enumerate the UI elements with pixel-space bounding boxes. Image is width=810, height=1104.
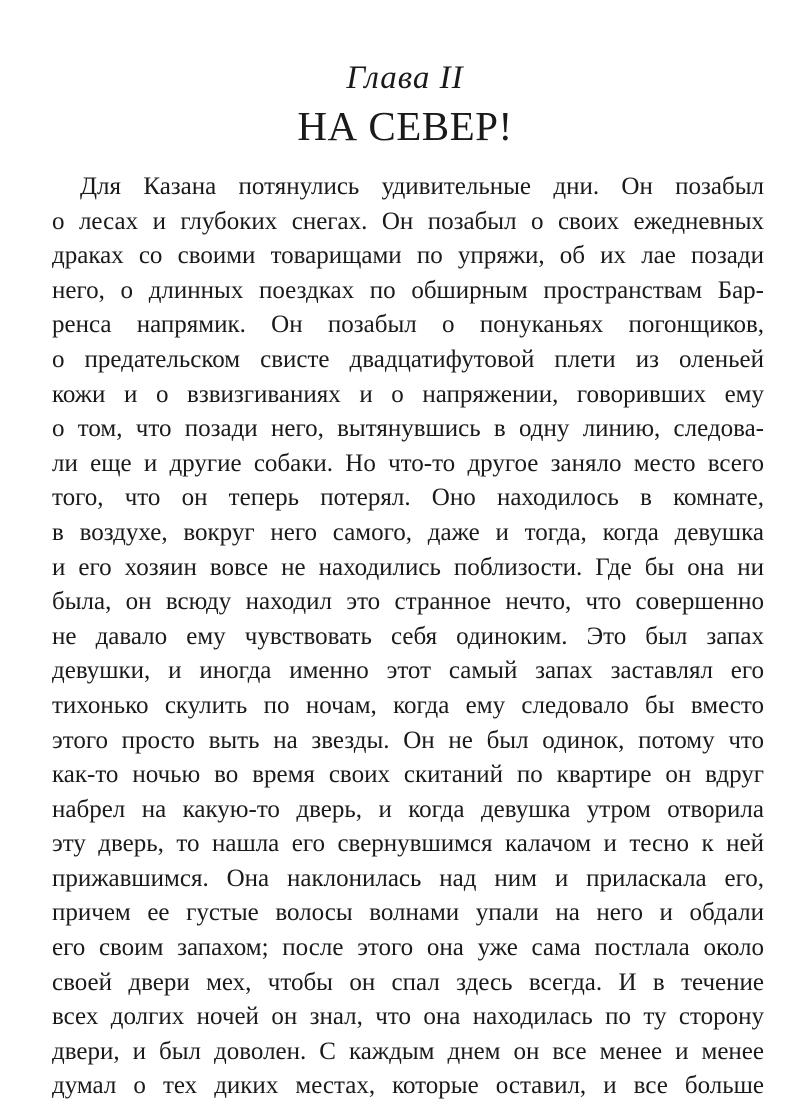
text-line: этого просто выть на звезды. Он не был одинок, потому что — [52, 726, 764, 754]
body-text — [52, 170, 764, 1104]
chapter-label: Глава II — [346, 60, 464, 96]
text-line: своей двери мех, чтобы он спал здесь всегда. И в течение — [52, 968, 764, 996]
text-line: тихонько скулить по ночам, когда ему следовало бы вместо — [52, 691, 764, 719]
text-line: девушки, и иногда именно этот самый запах заставлял его — [52, 657, 764, 685]
text-line: была, он всюду находил это странное нечто, что совершенно — [52, 588, 764, 616]
text-line: эту дверь, то нашла его свернувшимся калачом и тесно к ней — [52, 830, 764, 858]
text-line: ренса напрямик. Он позабыл о понуканьях погонщиков, — [52, 311, 764, 339]
chapter-title: НА СЕВЕР! — [297, 103, 513, 149]
text-line: о том, что позади него, вытянувшись в одну линию, следова- — [52, 415, 764, 443]
text-line: всех долгих ночей он знал, что она находилась по ту сторону — [52, 1003, 764, 1031]
text-line: прижавшимся. Она наклонилась над ним и приласкала его, — [52, 864, 764, 892]
text-line: как-то ночью во время своих скитаний по квартире он вдруг — [52, 761, 764, 789]
text-line: его своим запахом; после этого она уже сама постлала около — [52, 934, 764, 962]
text-line: не давало ему чувствовать себя одиноким. Это был запах — [52, 622, 764, 650]
text-line: о лесах и глубоких снегах. Он позабыл о своих ежедневных — [52, 207, 764, 235]
text-line: о предательском свисте двадцатифутовой плети из оленьей — [52, 345, 764, 373]
text-line: ли еще и другие собаки. Но что-то другое заняло место всего — [52, 449, 764, 477]
text-line: в воздухе, вокруг него самого, даже и тогда, когда девушка — [52, 518, 764, 546]
text-line: него, о длинных поездках по обширным пространствам Бар- — [52, 276, 764, 304]
text-line: драках со своими товарищами по упряжи, об их лае позади — [52, 242, 764, 270]
text-line: набрел на какую-то дверь, и когда девушка утром отворила — [52, 795, 764, 823]
text-line: причем ее густые волосы волнами упали на него и обдали — [52, 899, 764, 927]
text-line: двери, и был доволен. С каждым днем он все менее и менее — [52, 1037, 764, 1065]
text-line: кожи и о взвизгиваниях и о напряжении, говоривших ему — [52, 380, 764, 408]
text-line: того, что он теперь потерял. Оно находилось в комнате, — [52, 484, 764, 512]
text-line: и его хозяин вовсе не находились поблизости. Где бы она ни — [52, 553, 764, 581]
text-line: Для Казана потянулись удивительные дни. Он позабыл — [80, 173, 764, 200]
text-line: думал о тех диких местах, которые оставил, и все больше — [52, 1072, 764, 1100]
